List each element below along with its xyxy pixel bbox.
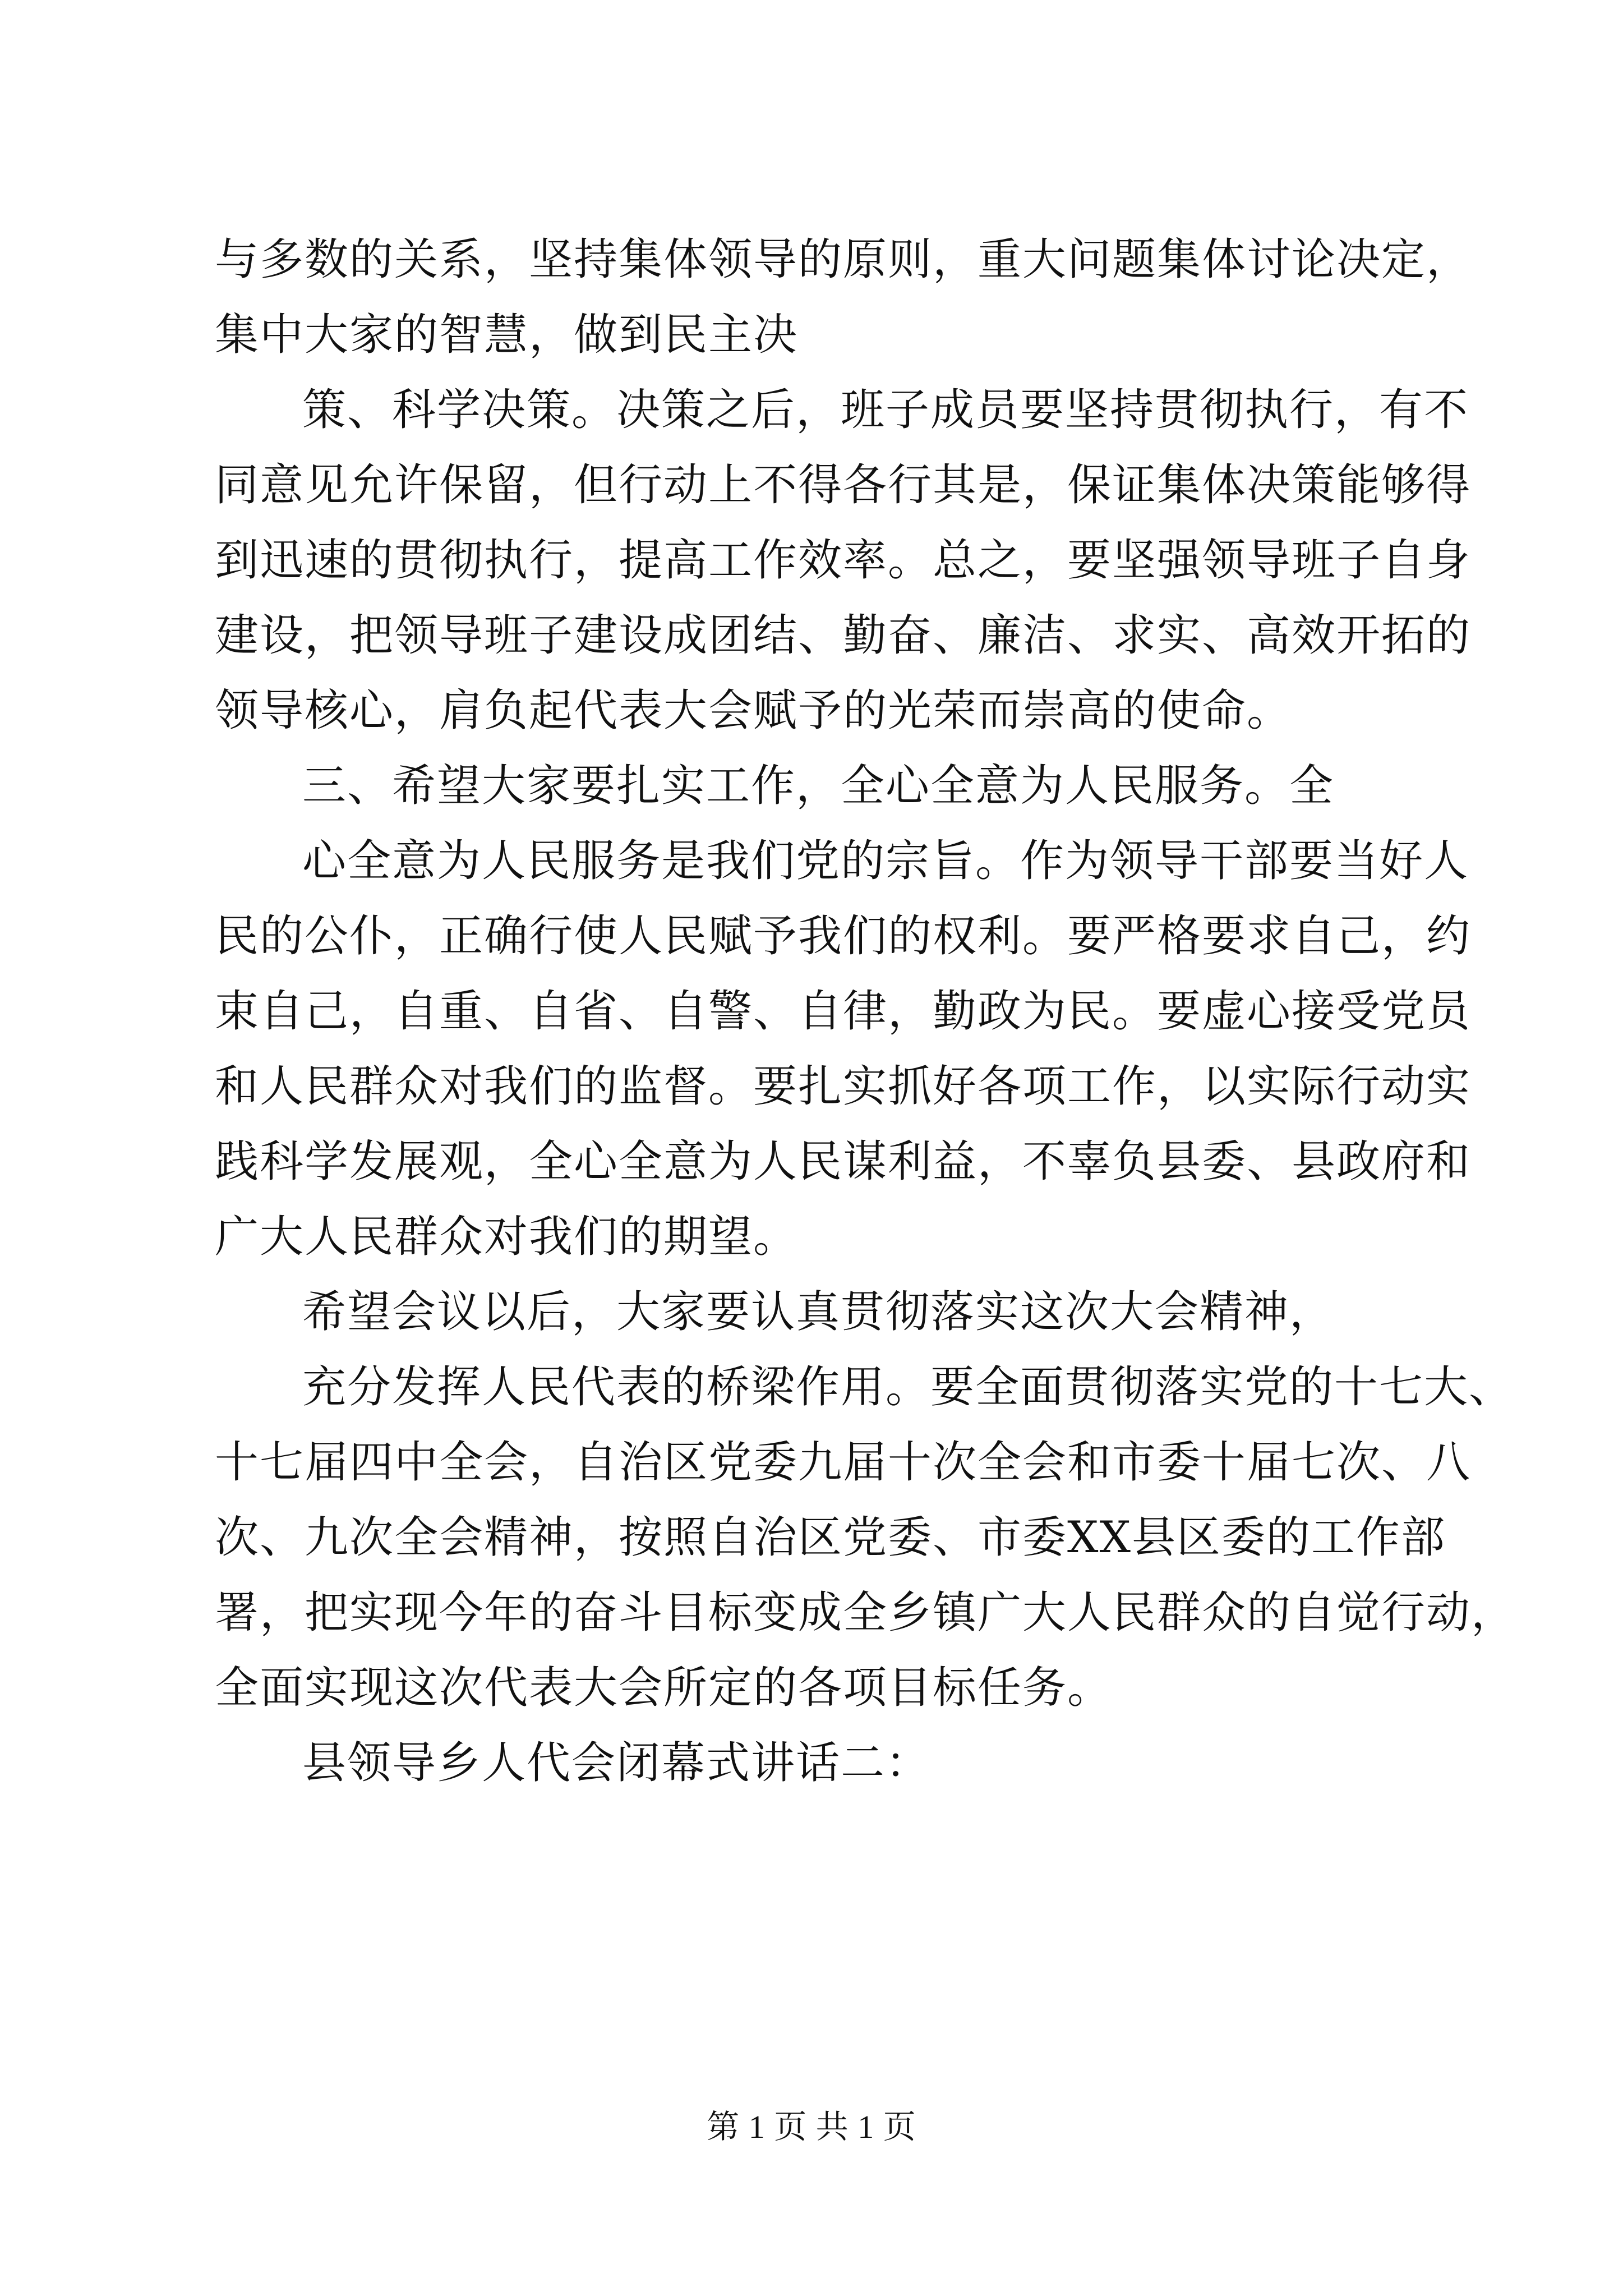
text-line: 署，把实现今年的奋斗目标变成全乡镇广大人民群众的自觉行动， bbox=[215, 1588, 1516, 1638]
text-line: 到迅速的贯彻执行，提高工作效率。总之，要坚强领导班子自身 bbox=[215, 535, 1472, 586]
text-line: 践科学发展观，全心全意为人民谋利益，不辜负县委、县政府和 bbox=[215, 1137, 1472, 1187]
text-line: 策、科学决策。决策之后，班子成员要坚持贯彻执行，有不 bbox=[302, 385, 1469, 435]
text-line: 希望会议以后，大家要认真贯彻落实这次大会精神， bbox=[302, 1287, 1335, 1337]
text-line: 充分发挥人民代表的桥梁作用。要全面贯彻落实党的十七大、 bbox=[302, 1362, 1514, 1412]
text-line: 次、九次全会精神，按照自治区党委、市委XX县区委的工作部 bbox=[215, 1512, 1446, 1563]
text-line: 领导核心，肩负起代表大会赋予的光荣而崇高的使命。 bbox=[215, 685, 1292, 736]
subtitle-line: 县领导乡人代会闭幕式讲话二： bbox=[302, 1738, 931, 1788]
text-line: 全面实现这次代表大会所定的各项目标任务。 bbox=[215, 1663, 1113, 1713]
text-line: 集中大家的智慧，做到民主决 bbox=[215, 310, 799, 360]
text-line: 与多数的关系，坚持集体领导的原则，重大问题集体讨论决定， bbox=[215, 234, 1472, 285]
text-line: 建设，把领导班子建设成团结、勤奋、廉洁、求实、高效开拓的 bbox=[215, 610, 1472, 661]
section-heading-line: 三、希望大家要扎实工作，全心全意为人民服务。全 bbox=[302, 761, 1335, 811]
text-line: 广大人民群众对我们的期望。 bbox=[215, 1212, 799, 1262]
text-line: 民的公仆，正确行使人民赋予我们的权利。要严格要求自己，约 bbox=[215, 911, 1472, 961]
page-number-footer: 第 1 页 共 1 页 bbox=[707, 2109, 916, 2145]
text-line: 心全意为人民服务是我们党的宗旨。作为领导干部要当好人 bbox=[302, 836, 1469, 886]
text-line: 十七届四中全会，自治区党委九届十次全会和市委十届七次、八 bbox=[215, 1437, 1472, 1488]
text-line: 和人民群众对我们的监督。要扎实抓好各项工作，以实际行动实 bbox=[215, 1061, 1472, 1112]
body-text bbox=[215, 222, 1516, 1801]
text-line: 同意见允许保留，但行动上不得各行其是，保证集体决策能够得 bbox=[215, 460, 1472, 510]
text-line: 束自己，自重、自省、自警、自律，勤政为民。要虚心接受党员 bbox=[215, 986, 1472, 1037]
